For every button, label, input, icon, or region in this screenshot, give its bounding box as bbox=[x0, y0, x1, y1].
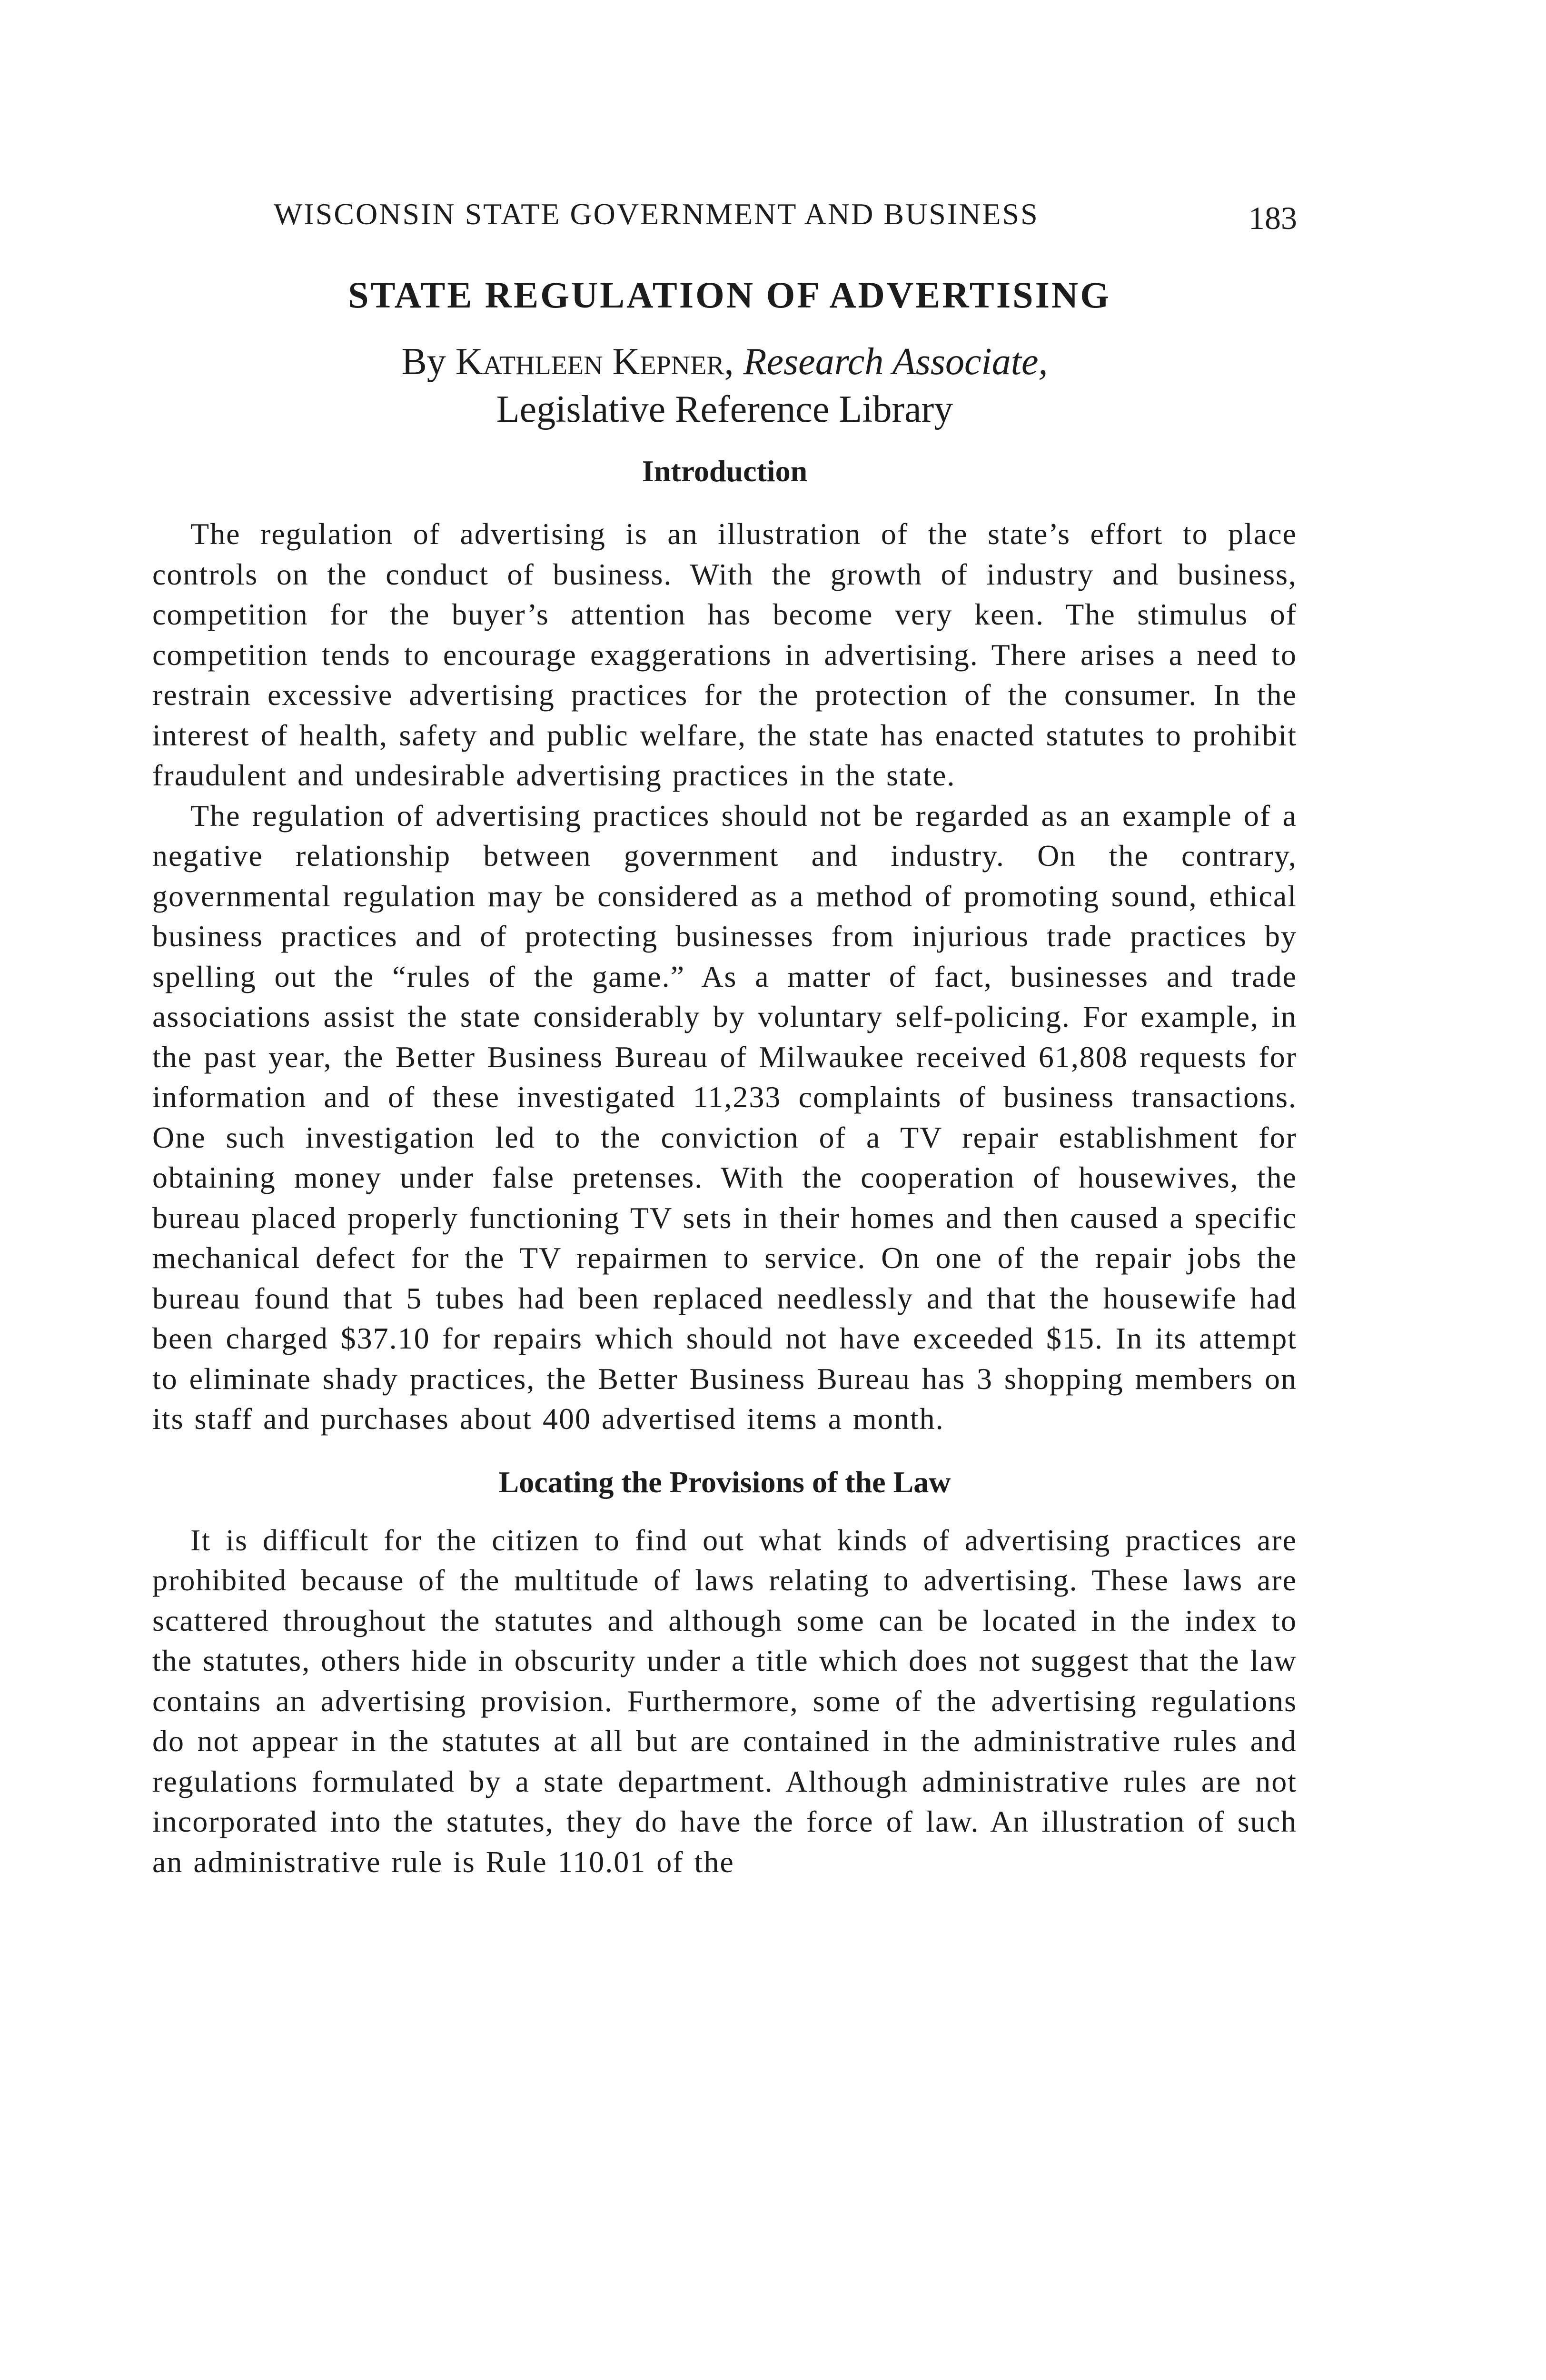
byline-line-author bbox=[152, 338, 1297, 386]
author-affiliation: Legislative Reference Library bbox=[496, 388, 953, 430]
byline bbox=[152, 338, 1297, 433]
running-title: WISCONSIN STATE GOVERNMENT AND BUSINESS bbox=[274, 197, 1039, 231]
page-number: 183 bbox=[1249, 200, 1297, 236]
section-heading-locating-provisions: Locating the Provisions of the Law bbox=[498, 1465, 951, 1499]
running-header bbox=[152, 190, 1297, 238]
paragraph: It is difficult for the citizen to find out what kinds of advertising practices are prohibited because of the multitude of laws relating to advertising. These laws are scattered throughout the statutes and although some can be located in the index to the statutes, others hide in obscurity under a title which does not suggest that the law contains an advertising provision. Furthermore, some of the advertising regulations do not appear in the statutes at all but are contained in the administrative rules and regulations formulated by a state department. Although administrative rules are not incorporated into the statutes, they do have the force of law. An illustration of such an administrative rule is Rule 110.01 of the bbox=[152, 1523, 1297, 1879]
paragraph: The regulation of advertising is an illustration of the state’s effort to place controls on the conduct of business. With the growth of industry and business, competition for the buyer’s attention has become very keen. The stimulus of competition tends to encourage exaggerations in advertising. There arises a need to restrain excessive advertising practices for the protection of the consumer. In the interest of health, safety and public welfare, the state has enacted statutes to prohibit fraudulent and undesirable advertising practices in the state. bbox=[152, 517, 1297, 792]
author-role: Research Associate, bbox=[733, 341, 1048, 383]
section-heading-introduction: Introduction bbox=[642, 454, 808, 488]
article-title: STATE REGULATION OF ADVERTISING bbox=[348, 274, 1111, 316]
book-page bbox=[152, 190, 1297, 1882]
author-name: Kathleen Kepner, bbox=[455, 341, 734, 383]
paragraph: The regulation of advertising practices should not be regarded as an example of a negative relationship between government and industry. On the contrary, governmental regulation may be considered as a method of promoting sound, ethical business practices and of protecting businesses from injurious trade practices by spelling out the “rules of the game.” As a matter of fact, businesses and trade associations assist the state considerably by voluntary self-policing. For example, in the past year, the Better Business Bureau of Milwaukee received 61,808 requests for information and of these investigated 11,233 complaints of business transactions. One such investigation led to the conviction of a TV repair establishment for obtaining money under false pretenses. With the cooperation of housewives, the bureau placed properly functioning TV sets in their homes and then caused a specific mechanical defect for the TV repairmen to service. On one of the repair jobs the bureau found that 5 tubes had been replaced needlessly and that the housewife had been charged $37.10 for repairs which should not have exceeded $15. In its attempt to eliminate shady practices, the Better Business Bureau has 3 shopping members on its staff and purchases about 400 advertised items a month. bbox=[152, 798, 1297, 1436]
byline-prefix: By bbox=[401, 341, 456, 383]
